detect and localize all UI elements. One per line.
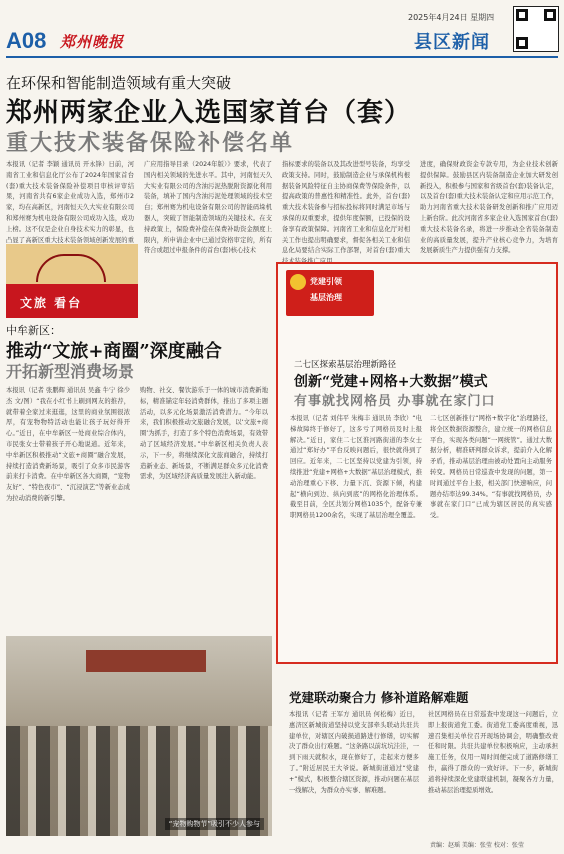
highlight-headline[interactable]: 创新“党建+网格+大数据”模式 xyxy=(294,374,488,390)
qr-code-icon[interactable] xyxy=(513,6,559,52)
lead-body-col-2: 广应用指导目录（2024年版）》要求，代表了国内相关领域的先进水平。其中，河南恒天久大实业有限公司的含油污泥热脱附资源化利用装备，填补了国内含油污泥处理领域的技术空白；郑州赛为机电设备有限公司的智能码垛机器人，突破了智能制造领域的关键技术。在支持政策上，保险费补偿在保费补助资金额度上限内，所申请企业中已通过资格审定的，所有符合或超过申报条件的首台(套)核心技术 xyxy=(144,161,272,255)
highlight-subheadline: 有事就找网格员 办事就在家门口 xyxy=(294,394,496,409)
mid-body-col-2: 购物、社交、餐饮游乐于一体的城市消费新地标，精准锚定年轻消费群体，推出了多项主题活动，以多元化场景激活消费潜力。“今年以来，我们积极推动文旅融合发展，以‘文旅+商圈’为抓手，打造了多个特色消费场景，有效带动了区域经济发展。”中牟新区相关负责人表示，下一步，将继续深化文旅商融合，持续打造新业态、新场景，不断满足群众多元化消费需求，为区域经济高质量发展注入新动能。 xyxy=(140,387,268,481)
party-building-badge xyxy=(286,270,374,316)
culture-tourism-banner xyxy=(6,244,138,318)
mid-headline[interactable]: 推动“文旅+商圈”深度融合 xyxy=(6,341,222,362)
lead-subheadline: 重大技术装备保险补偿名单 xyxy=(6,130,295,156)
bottom-headline[interactable]: 党建联动聚合力 修补道路解难题 xyxy=(289,690,469,705)
banner-label: 文旅 看台 xyxy=(20,296,83,310)
mid-body-col-1: 本报讯（记者 张鹏辉 通讯员 吴鑫 牛宁 徐少杰 文/图）“我在小红书上刷到网友的推荐，就带着全家过来逛逛，这里的商业氛围很浓厚，有宠物物特活动也能让孩子玩好得开心。”近日，在中牟新区一处商业综合体内，市民张女士带着孩子开心地说道。近年来，中牟新区积极推动“文旅+商圈”融合发展，持续打造消费新场景，吸引了众多市民游客前来打卡消费。在中牟新区各大商圈，“宠物友好”、“特色夜市”、“沉浸演艺”等新业态成为拉动消费的新引擎。 xyxy=(6,387,130,502)
highlight-body-col-2: 二七区创新推行“网格+数字化”治理路径，将全区数据资源整合，建立统一的网格信息平台，实现各类问题“一网统管”。通过大数据分析，精准研判群众诉求，提前介入化解矛盾，推动基层治理由被动处置向主动服务转变。网格员日常巡查中发现的问题，第一时间通过平台上报，相关部门快速响应，问题办结率达99.34%。“有事就找网格员，办事就在家门口”已成为辖区居民的真实感受。 xyxy=(430,415,552,520)
masthead xyxy=(0,0,564,62)
news-photo[interactable] xyxy=(6,636,272,836)
bottom-body-col-1: 本报讯（记者 王军方 通讯员 何松梅）近日，惠济区新城街道坚持以党支部牵头联动共驻共建单位，对辖区内破损道路进行修缮，切实解决了群众出行难题。“这条路以前坑坑洼洼，一到下雨天就积水，现在修好了，走起来方便多了。”附近居民王大爷说。新城街道通过“党建+”模式，积极整合辖区资源，推动问题在基层一线解决，为群众办实事、解难题。 xyxy=(289,711,419,794)
issue-date: 2025年4月24日 星期四 xyxy=(408,13,495,22)
lead-body-col-4: 进度，确保财政资金专款专用，为企业技术创新提供保障。鼓励县区内装备制造企业加大研发创新投入，积极参与国家和省级首台(套)装备认定，以及首台(套)重大技术装备认定和应用示范工作，助力河南省重大技术装备研发创新和推广应用迈上新台阶。此次河南省多家企业入选国家首台(套)重大技术装备名录，将进一步推动全省装备制造业的高质量发展，提升产业核心竞争力，为培育发展新质生产力提供强有力支撑。 xyxy=(420,161,558,255)
highlight-body-col-1: 本报讯（记者 刘伟平 朱梅丰 通讯员 李欣）“电梯故障终于修好了，这多亏了网格员及时上报解决。”近日，家住二七区淮河路街道的李女士通过“郑好办”平台反映问题后，很快就得到了回应。近年来，二七区坚持以党建为引领，持续推进“党建+网格+大数据”基层治理模式，推动治理重心下移、力量下沉、资源下倾，构建起“横向到边、纵向到底”的网格化治理体系。截至目前，全区共划分网格1035个，配备专兼职网格员1200余名，实现了基层治理全覆盖。 xyxy=(290,415,422,520)
mid-kicker: 中牟新区： xyxy=(6,324,61,337)
highlight-kicker: 二七区探索基层治理新路径 xyxy=(294,360,397,370)
header-rule xyxy=(6,56,558,58)
lead-kicker: 在环保和智能制造领域有重大突破 xyxy=(6,74,232,92)
badge-line-2: 基层治理 xyxy=(310,293,342,302)
mid-subheadline: 开拓新型消费场景 xyxy=(6,362,135,381)
section-title: 县区新闻 xyxy=(414,32,490,53)
paper-name-logo: 郑州晚报 xyxy=(60,33,125,51)
party-emblem-icon xyxy=(290,274,306,290)
editor-credits: 责编：赵瑶 美编：张莹 校对：张莹 xyxy=(430,842,524,849)
bottom-body-col-2: 社区网格员在日常巡查中发现这一问题后，立即上报街道党工委。街道党工委高度重视，迅速召集相关单位召开现场协调会，明确整改责任和时限。共驻共建单位积极响应，主动承担施工任务，仅用一周时间便完成了道路修缮工作，赢得了群众的一致好评。下一步，新城街道将持续深化党建联建机制，凝聚各方力量，推动基层治理提质增效。 xyxy=(428,711,558,794)
photo-caption: “宠物购物节”吸引不少人参与 xyxy=(165,818,264,830)
lead-body-col-3: 指标要求的装备以及其改进型号装备，均享受政策支持。同时，鼓励制造企业与承保机构根据装备风险特征自主协商保费等保险条件，以提高政策的普惠性和精准性。此外，首台(套)重大技术装备参与招标投标将同时满足市场与承保的双重要求，提供年度保额，已投保的设备享有政策保障。河南省工业和信息化厅对相关工作也提出明确要求，督促各相关工业和信息化局要结合实际工作部署，对首台(套)重大 xyxy=(282,161,410,255)
badge-line-1: 党建引领 xyxy=(310,277,342,286)
lead-body-col-1: 本报讯（记者 李颖 通讯员 开永锋）日前，河南省工业和信息化厅公布了2024年国家首台(套)重大技术装备保险补偿项目审核评审结果，河南省共有6家企业成功入选，郑州市2家，均在高新区，河南恒天久大实业有限公司和郑州赛为机电设备有限公司成功入选，成功上榜。这不仅是企业自身技术实力的彰显，也凸显了高新区重大技术装备领域创新发展的重 xyxy=(6,161,134,244)
photo-sign xyxy=(86,650,206,672)
highlight-box xyxy=(276,262,558,664)
page-number: A08 xyxy=(6,28,47,53)
lead-headline[interactable]: 郑州两家企业入选国家首台（套） xyxy=(6,98,412,128)
